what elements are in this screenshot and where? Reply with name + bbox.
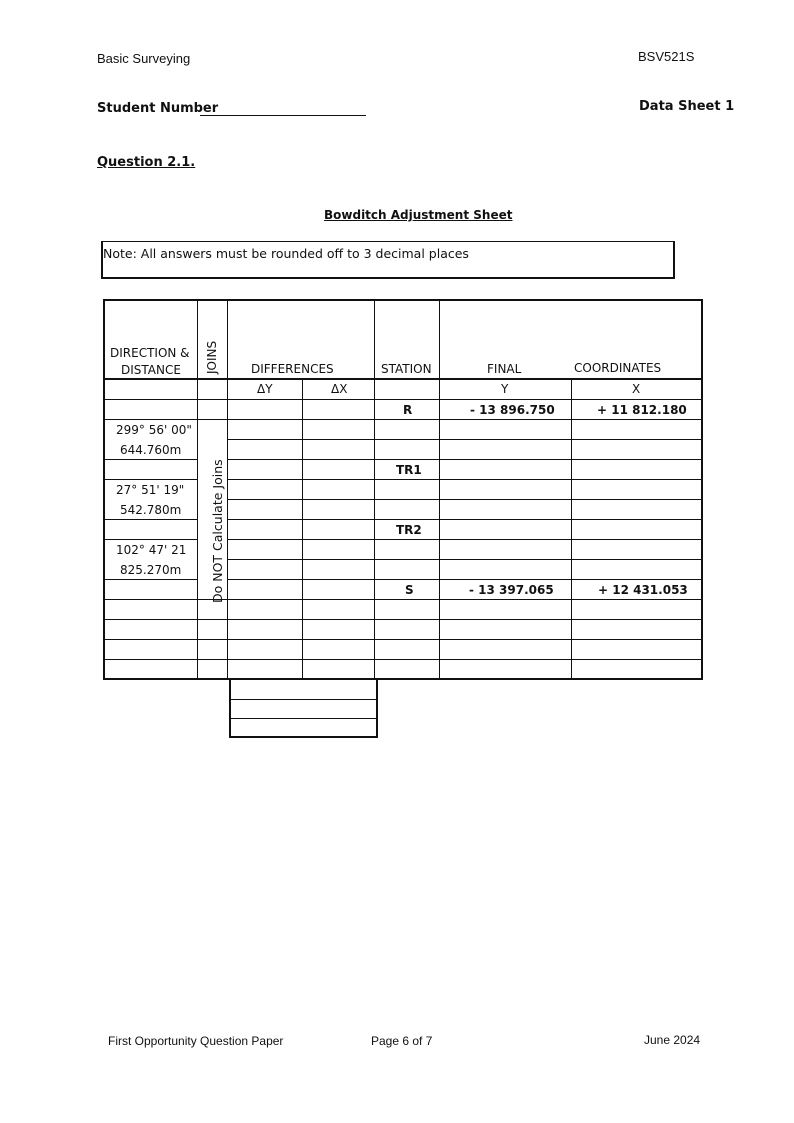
row-line [227,559,703,560]
station-tr1: TR1 [396,463,422,477]
line-2-distance: 542.780m [120,503,182,517]
header-joins: JOINS [205,340,219,374]
line-1-direction: 299° 56' 00" [116,423,192,437]
student-number-label: Student Number [97,101,219,116]
row-line [227,499,703,500]
differences-totals-box [229,679,378,738]
footer-date: June 2024 [644,1033,701,1047]
row-line [103,539,197,540]
student-number-line[interactable] [200,115,366,116]
header-x: X [632,382,641,396]
station-r-y: - 13 896.750 [470,403,555,417]
station-s-x: + 12 431.053 [598,583,688,597]
row-line [227,539,703,540]
header-coordinates: COORDINATES [574,361,662,375]
row-line [227,459,703,460]
row-line [103,579,197,580]
data-sheet-label: Data Sheet 1 [639,99,735,114]
joins-note: Do NOT Calculate Joins [210,459,225,603]
row-line [227,439,703,440]
line-3-direction: 102° 47' 21 [116,543,187,557]
row-line [227,519,703,520]
row-line [227,579,703,580]
col-line-joins [197,299,198,680]
row-line [103,479,197,480]
course-name: Basic Surveying [97,51,191,66]
row-line [103,399,703,400]
header-final: FINAL [487,362,522,376]
sheet-title: Bowditch Adjustment Sheet [324,208,513,222]
row-line [103,659,703,660]
row-line [227,479,703,480]
row-line [103,599,703,600]
station-tr2: TR2 [396,523,422,537]
line-2-direction: 27° 51' 19" [116,483,185,497]
header-differences: DIFFERENCES [251,362,334,376]
col-line-final-y [439,299,440,680]
col-line-dx [302,378,303,680]
station-s: S [405,583,414,597]
station-r-x: + 11 812.180 [597,403,687,417]
question-label: Question 2.1. [97,155,196,170]
footer-paper: First Opportunity Question Paper [108,1034,284,1048]
station-s-y: - 13 397.065 [469,583,554,597]
course-code: BSV521S [638,49,695,64]
header-delta-x: ΔX [331,382,348,396]
row-line [103,639,703,640]
header-station: STATION [381,362,432,376]
totals-row-line [229,699,378,700]
header-delta-y: ΔY [257,382,273,396]
bowditch-table [103,299,703,680]
row-line [103,519,197,520]
col-line-station [374,299,375,680]
line-1-distance: 644.760m [120,443,182,457]
col-line-final-x [571,378,572,680]
line-3-distance: 825.270m [120,563,182,577]
totals-row-line [229,718,378,719]
col-line-dy [227,299,228,680]
header-direction-line2: DISTANCE [121,363,181,377]
row-line [103,619,703,620]
header-y: Y [501,382,509,396]
header-direction-line1: DIRECTION & [110,346,190,360]
footer-page: Page 6 of 7 [371,1034,433,1048]
note-text: Note: All answers must be rounded off to 3 decimal places [103,246,469,261]
row-line [103,459,197,460]
row-line [103,419,703,420]
station-r: R [403,403,413,417]
row-line-header [103,378,703,380]
